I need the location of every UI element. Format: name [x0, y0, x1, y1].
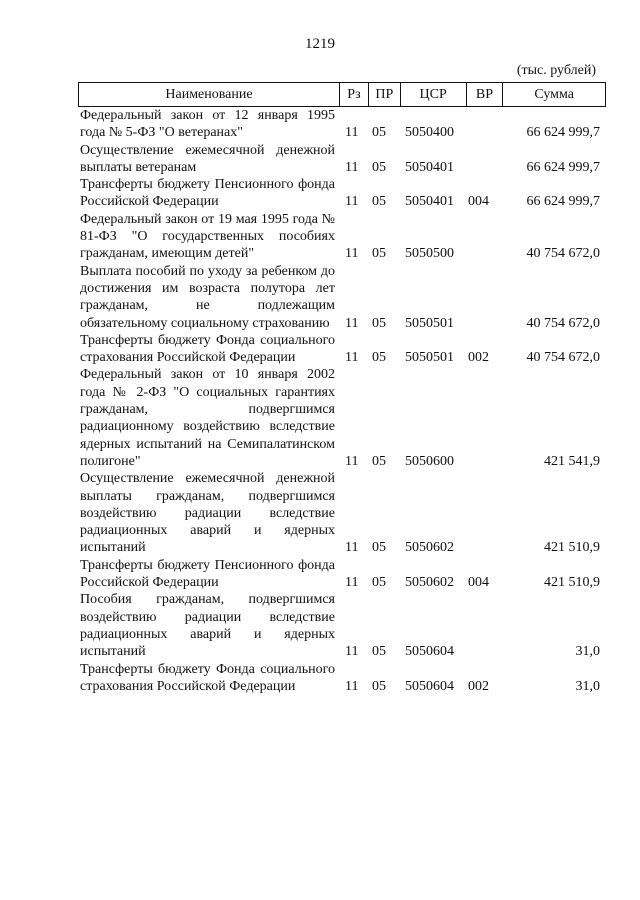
row-pr: 05 — [372, 315, 386, 331]
row-name: Трансферты бюджету Пенсионного фонда Российской Федерации — [80, 557, 335, 591]
row-rz: 11 — [345, 575, 359, 591]
row-vr: 002 — [468, 678, 489, 694]
row-csr: 5050604 — [405, 678, 454, 694]
row-pr: 05 — [372, 159, 386, 175]
header-pr: ПР — [369, 83, 401, 106]
row-csr: 5050501 — [405, 315, 454, 331]
table-row — [80, 263, 600, 332]
row-csr: 5050401 — [405, 159, 454, 175]
row-rz: 11 — [345, 453, 359, 469]
row-name: Осуществление ежемесячной денежной выплаты гражданам, подвергшимся воздействию радиации вследствие радиационных аварий и ядерных испытаний — [80, 471, 335, 556]
row-sum: 31,0 — [575, 644, 600, 660]
row-sum: 421 541,9 — [544, 453, 600, 469]
row-pr: 05 — [372, 350, 386, 366]
row-vr: 004 — [468, 575, 489, 591]
row-sum: 66 624 999,7 — [526, 125, 600, 141]
row-name: Федеральный закон от 19 мая 1995 года № 81-ФЗ "О государственных пособиях гражданам, имеющим детей" — [80, 211, 335, 262]
table-row — [80, 107, 600, 142]
row-sum: 66 624 999,7 — [526, 159, 600, 175]
row-vr: 002 — [468, 350, 489, 366]
row-csr: 5050604 — [405, 644, 454, 660]
row-pr: 05 — [372, 644, 386, 660]
row-pr: 05 — [372, 540, 386, 556]
table-row — [80, 661, 600, 696]
table-row — [80, 366, 600, 470]
row-sum: 421 510,9 — [544, 575, 600, 591]
row-rz: 11 — [345, 350, 359, 366]
row-rz: 11 — [345, 246, 359, 262]
header-csr: ЦСР — [401, 83, 467, 106]
row-rz: 11 — [345, 540, 359, 556]
row-pr: 05 — [372, 246, 386, 262]
table-row — [80, 176, 600, 211]
table-row — [80, 470, 600, 556]
row-rz: 11 — [345, 315, 359, 331]
row-name: Выплата пособий по уходу за ребенком до достижения им возраста полутора лет гражданам, не подлежащим обязательному социальному страхованию — [80, 263, 335, 331]
row-rz: 11 — [345, 159, 359, 175]
row-name: Трансферты бюджету Фонда социального страхования Российской Федерации — [80, 661, 335, 694]
row-sum: 31,0 — [575, 678, 600, 694]
table-row — [80, 142, 600, 177]
row-pr: 05 — [372, 453, 386, 469]
row-name: Трансферты бюджету Фонда социального страхования Российской Федерации — [80, 332, 335, 366]
row-csr: 5050602 — [405, 575, 454, 591]
row-csr: 5050400 — [405, 125, 454, 141]
row-csr: 5050602 — [405, 540, 454, 556]
page-number: 1219 — [305, 36, 335, 52]
table-row — [80, 211, 600, 263]
row-pr: 05 — [372, 575, 386, 591]
table-row — [80, 591, 600, 660]
row-name: Федеральный закон от 12 января 1995 года № 5-ФЗ "О ветеранах" — [80, 108, 335, 141]
row-name: Пособия гражданам, подвергшимся воздействию радиации вследствие радиационных аварий и ядерных испытаний — [80, 592, 335, 660]
header-sum: Сумма — [534, 86, 574, 102]
table-body — [80, 107, 600, 695]
row-sum: 40 754 672,0 — [526, 350, 600, 366]
row-name: Осуществление ежемесячной денежной выплаты ветеранам — [80, 142, 335, 175]
row-name: Федеральный закон от 10 января 2002 года № 2-ФЗ "О социальных гарантиях гражданам, подвергшимся радиационному воздействию вследствие ядерных испытаний на Семипалатинском полигоне" — [80, 367, 335, 469]
row-sum: 40 754 672,0 — [526, 246, 600, 262]
table-header — [78, 82, 606, 107]
row-rz: 11 — [345, 194, 359, 210]
header-name: Наименование — [79, 83, 340, 106]
row-sum: 421 510,9 — [544, 540, 600, 556]
row-sum: 66 624 999,7 — [526, 194, 600, 210]
row-vr: 004 — [468, 194, 489, 210]
row-csr: 5050500 — [405, 246, 454, 262]
row-rz: 11 — [345, 678, 359, 694]
units-label: (тыс. рублей) — [516, 63, 596, 78]
row-pr: 05 — [372, 194, 386, 210]
header-vr: ВР — [467, 83, 504, 106]
row-csr: 5050501 — [405, 350, 454, 366]
row-pr: 05 — [372, 678, 386, 694]
table-row — [80, 332, 600, 367]
row-rz: 11 — [345, 125, 359, 141]
row-sum: 40 754 672,0 — [526, 315, 600, 331]
header-rz: Рз — [340, 83, 369, 106]
row-rz: 11 — [345, 644, 359, 660]
row-name: Трансферты бюджету Пенсионного фонда Российской Федерации — [80, 177, 335, 210]
table-row — [80, 557, 600, 592]
row-csr: 5050600 — [405, 453, 454, 469]
row-pr: 05 — [372, 125, 386, 141]
row-csr: 5050401 — [405, 194, 454, 210]
